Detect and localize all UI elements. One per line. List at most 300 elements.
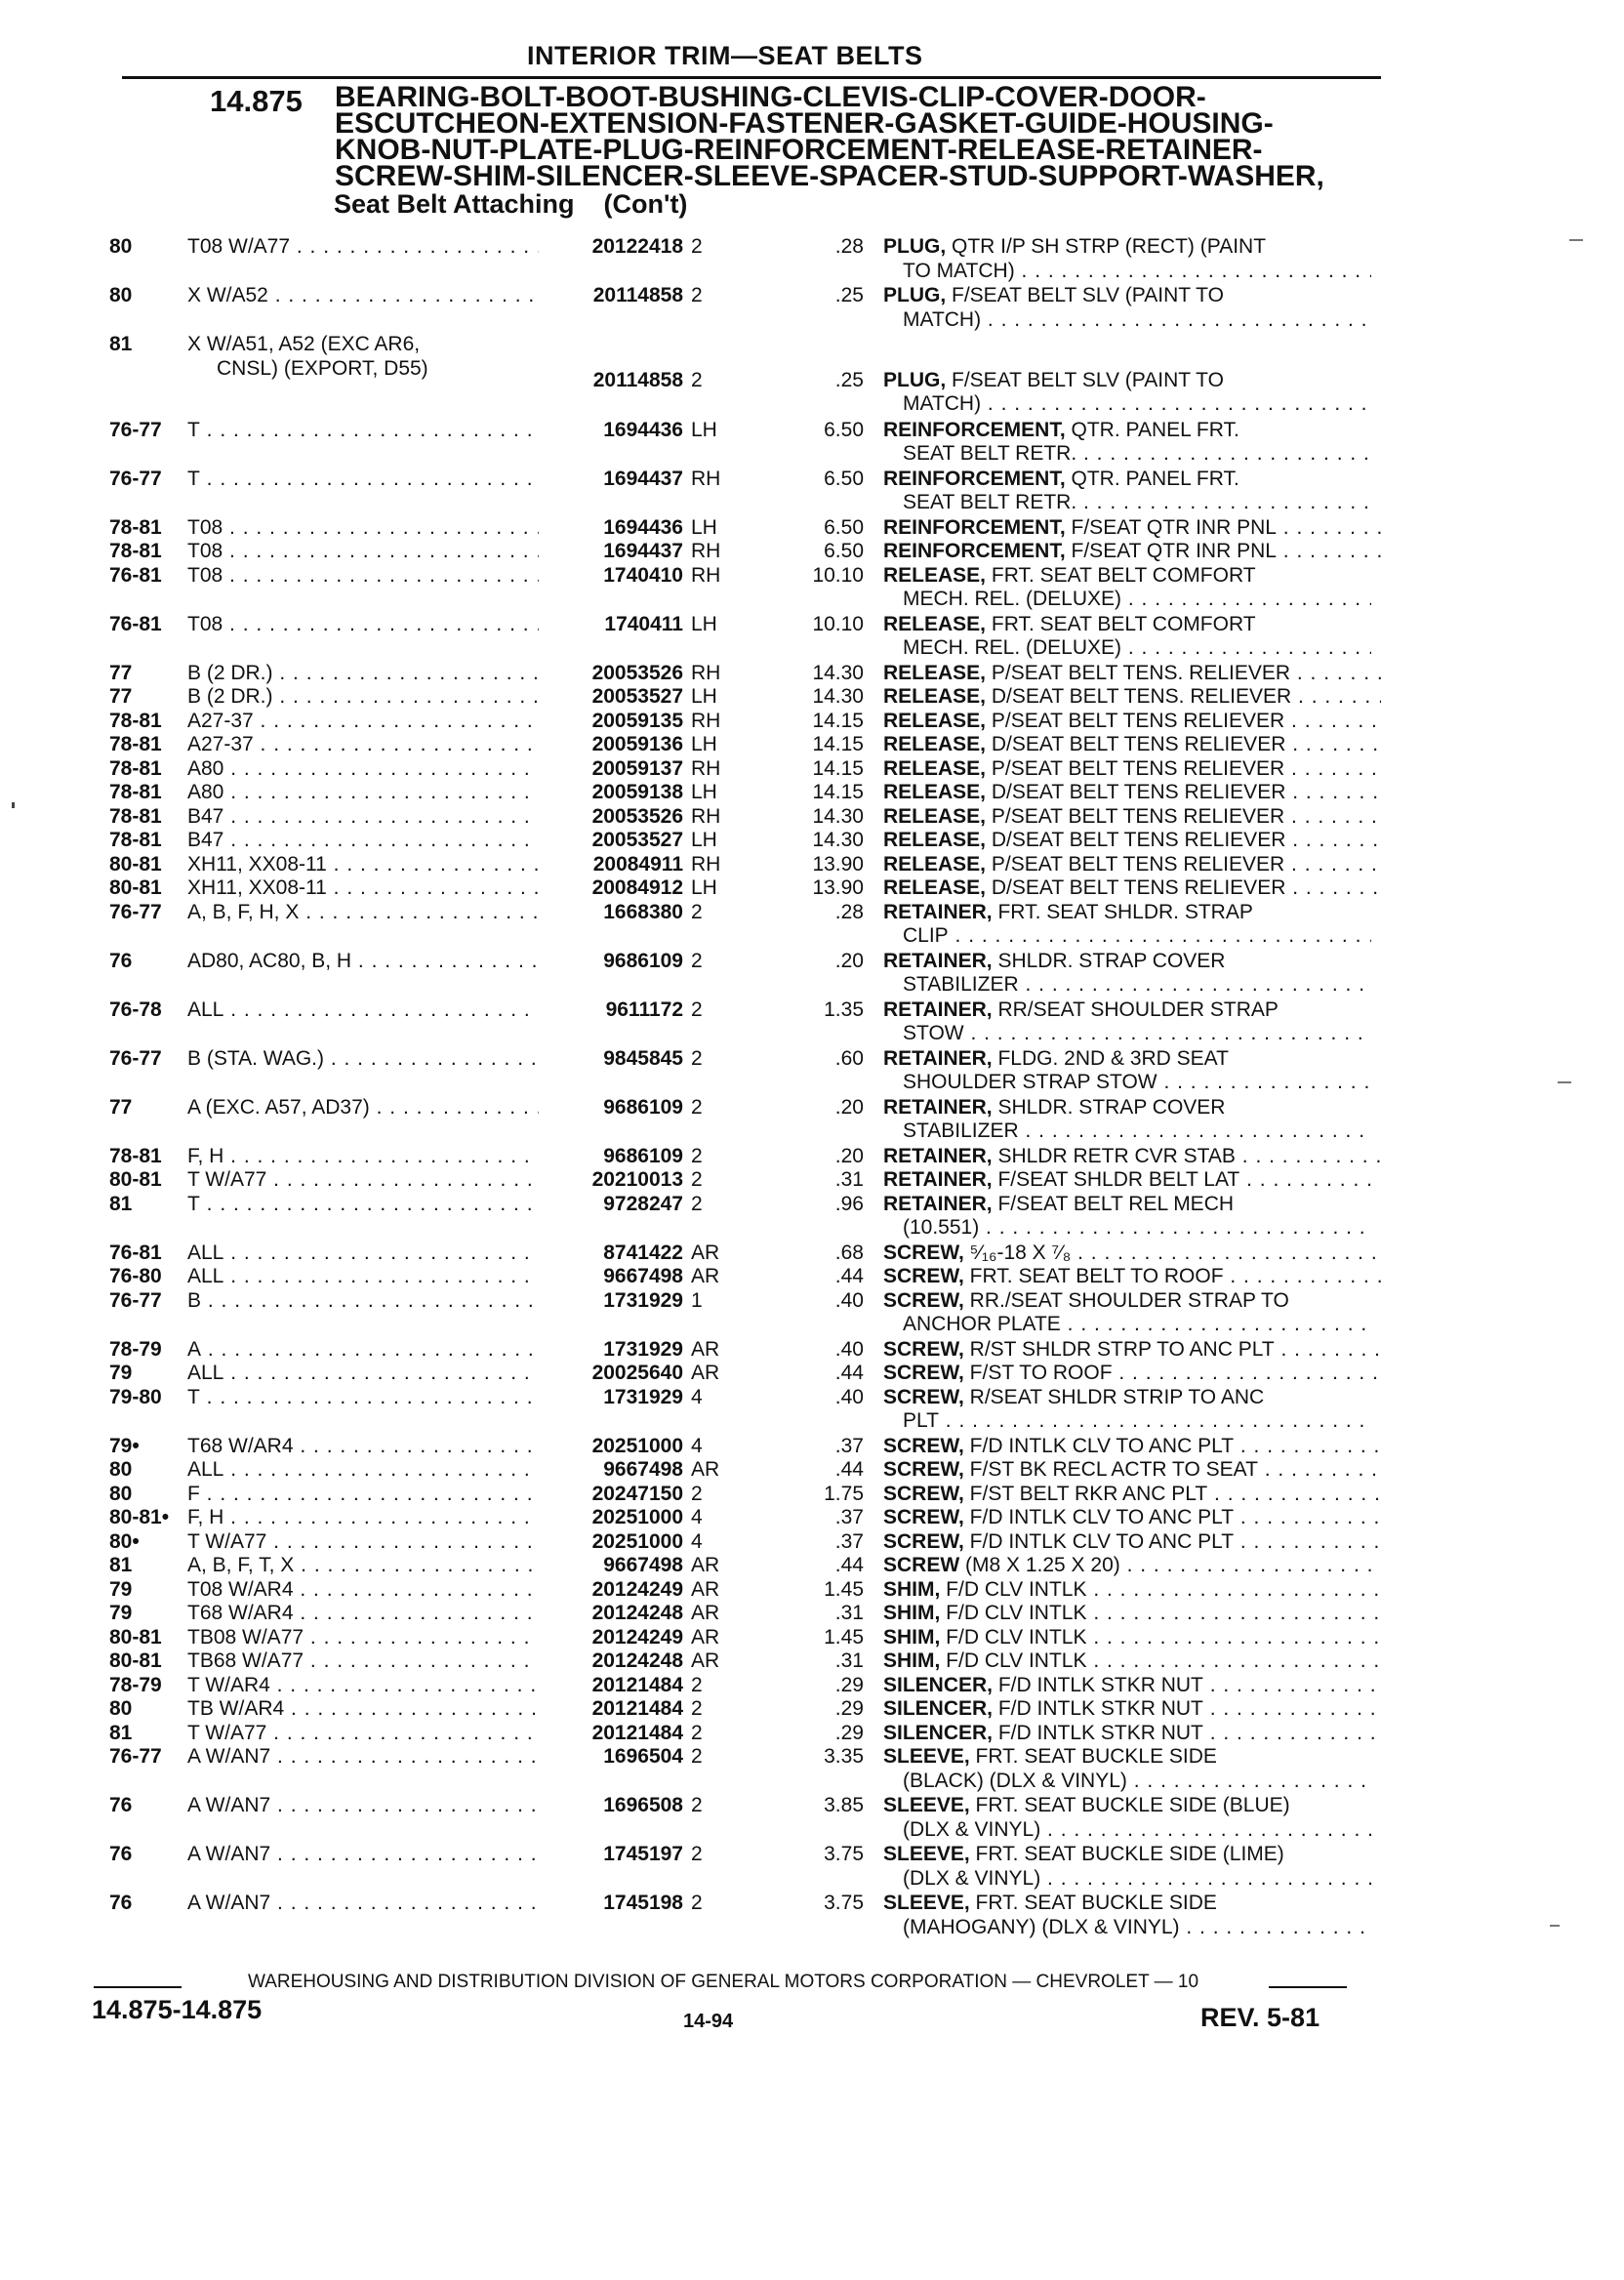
price-cell: .44 (834, 1265, 864, 1288)
year-cell: 79• (109, 1434, 140, 1457)
part-name: SHIM, (883, 1602, 941, 1625)
part-name: RELEASE, (883, 563, 987, 587)
part-name: REINFORCEMENT, (883, 418, 1066, 441)
price-cell: 6.50 (824, 418, 864, 441)
part-name: PLUG, (883, 235, 947, 258)
table-row (0, 234, 1624, 282)
part-detail: F/SEAT SHLDR BELT LAT (992, 1168, 1240, 1192)
price-cell: 6.50 (824, 515, 864, 539)
description-cont: TO MATCH) . . . (903, 259, 1371, 284)
part-detail: QTR I/P SH STRP (RECT) (PAINT (946, 235, 1267, 258)
part-number-cell: 20121484 (591, 1697, 683, 1721)
model-cell: T08 W/AR4 . . . (187, 1577, 539, 1603)
part-detail: RR./SEAT SHOULDER STRAP TO (963, 1288, 1289, 1312)
quantity-cell: LH (691, 829, 717, 852)
year-cell: 78-81 (109, 709, 162, 732)
part-detail: F/D INTLK CLV TO ANC PLT (963, 1529, 1235, 1553)
model-cell: TB W/AR4 . . . (187, 1696, 539, 1722)
part-name: RELEASE, (883, 709, 987, 732)
description-cont: STABILIZER . . . (903, 972, 1371, 998)
part-number-cell: 9667498 (603, 1265, 683, 1288)
model-cell: B47 . . . (187, 828, 539, 853)
description-cell (883, 875, 1381, 901)
price-cell: 1.35 (824, 998, 864, 1021)
model-cell: XH11, XX08-11 . . . (187, 852, 539, 877)
quantity-cell: LH (691, 515, 717, 539)
description-cont: MECH. REL. (DELUXE) . . . (903, 635, 1371, 661)
part-detail: P/SEAT BELT TENS. RELIEVER (986, 661, 1291, 684)
quantity-cell: RH (691, 756, 721, 780)
footer-revision: REV. 5-81 (1200, 2003, 1320, 2032)
part-detail: R/SEAT SHLDR STRIP TO ANC (963, 1385, 1265, 1408)
part-number-cell: 9686109 (603, 949, 683, 972)
quantity-cell: 2 (691, 1794, 703, 1817)
year-cell: 78-81 (109, 1144, 162, 1167)
part-name: SCREW (883, 1554, 960, 1577)
quantity-cell: 2 (691, 1482, 703, 1505)
description-cell (883, 949, 1381, 974)
model-cell: A80 . . . (187, 780, 539, 805)
description-cell (883, 368, 1381, 393)
part-number-cell: 1696508 (603, 1794, 683, 1817)
part-name: PLUG, (883, 368, 947, 391)
table-row (0, 1529, 1624, 1555)
part-detail: QTR. PANEL FRT. (1065, 418, 1239, 441)
description-cont: STOW . . . (903, 1021, 1371, 1046)
year-cell: 76-80 (109, 1265, 162, 1288)
part-number-cell: 20251000 (591, 1434, 683, 1457)
part-detail: R/ST SHLDR STRP TO ANC PLT (963, 1337, 1275, 1361)
year-cell: 78-81 (109, 540, 162, 563)
quantity-cell: AR (691, 1241, 720, 1264)
model-cell: A27-37 . . . (187, 732, 539, 757)
table-row (0, 1241, 1624, 1266)
quantity-cell: 2 (691, 1673, 703, 1696)
year-cell: 80-81 (109, 876, 162, 900)
quantity-cell: RH (691, 709, 721, 732)
quantity-cell: 2 (691, 1144, 703, 1167)
part-detail: D/SEAT BELT TENS. RELIEVER (986, 685, 1292, 709)
table-row (0, 1167, 1624, 1193)
part-number-cell: 9686109 (603, 1144, 683, 1167)
year-cell: 77 (109, 1095, 133, 1119)
part-name: RETAINER, (883, 1192, 993, 1215)
part-name: SLEEVE, (883, 1843, 970, 1866)
part-detail: F/ST BELT RKR ANC PLT (963, 1482, 1208, 1505)
table-row (0, 1264, 1624, 1289)
quantity-cell: 2 (691, 284, 703, 306)
part-name: RELEASE, (883, 685, 987, 709)
description-cell (883, 780, 1381, 805)
model-cell: T W/A77 . . . (187, 1721, 539, 1746)
part-detail: F/SEAT QTR INR PNL (1065, 515, 1277, 539)
part-name: SCREW, (883, 1385, 964, 1408)
group-title-line: ESCUTCHEON-EXTENSION-FASTENER-GASKET-GUIDE-HOUSING- (335, 107, 1274, 140)
price-cell: .20 (834, 1144, 864, 1167)
year-cell: 78-81 (109, 781, 162, 804)
part-number-cell: 9686109 (603, 1095, 683, 1119)
quantity-cell: 2 (691, 900, 703, 923)
year-cell: 77 (109, 685, 133, 709)
description-cont: (DLX & VINYL) . . . (903, 1817, 1371, 1843)
year-cell: 80-81 (109, 1649, 162, 1673)
table-row (0, 900, 1624, 948)
year-cell: 80• (109, 1529, 140, 1553)
model-cell: T68 W/AR4 . . . (187, 1601, 539, 1626)
model-cell: X W/A52 . . . (187, 283, 539, 308)
description-cell (883, 1046, 1381, 1072)
description-cell (883, 234, 1381, 260)
table-row (0, 1721, 1624, 1746)
model-cell: TB08 W/A77 . . . (187, 1625, 539, 1650)
price-cell: .60 (834, 1046, 864, 1070)
part-name: RELEASE, (883, 612, 987, 635)
part-name: SCREW, (883, 1241, 964, 1264)
quantity-cell: LH (691, 733, 717, 756)
description-cell (883, 1553, 1381, 1578)
quantity-cell: AR (691, 1577, 720, 1601)
part-name: REINFORCEMENT, (883, 515, 1066, 539)
price-cell: .37 (834, 1434, 864, 1457)
price-cell: 13.90 (812, 876, 864, 900)
table-row (0, 1385, 1624, 1433)
part-detail: SHLDR. STRAP COVER (992, 949, 1226, 972)
table-row (0, 804, 1624, 830)
description-cont: ANCHOR PLATE . . . (903, 1312, 1371, 1337)
quantity-cell: 2 (691, 1046, 703, 1070)
table-row (0, 1482, 1624, 1507)
description-cell (883, 998, 1381, 1023)
part-detail: FRT. SEAT BELT COMFORT (986, 563, 1256, 587)
year-cell: 76-78 (109, 998, 162, 1021)
table-row (0, 732, 1624, 757)
part-number-cell: 20121484 (591, 1673, 683, 1696)
part-number-cell: 20251000 (591, 1529, 683, 1553)
year-cell: 80-81 (109, 852, 162, 875)
price-cell: 14.15 (812, 781, 864, 804)
description-cell (883, 515, 1381, 541)
quantity-cell: 2 (691, 1721, 703, 1744)
table-row (0, 332, 1624, 416)
part-name: SCREW, (883, 1337, 964, 1361)
model-cell: ALL . . . (187, 1457, 539, 1483)
table-row (0, 1577, 1624, 1603)
description-cell (883, 283, 1381, 308)
price-cell: 14.15 (812, 733, 864, 756)
table-row (0, 1744, 1624, 1792)
model-cell: T08 W/A77 . . . (187, 234, 539, 260)
price-cell: 14.30 (812, 661, 864, 684)
year-cell: 76-77 (109, 1046, 162, 1070)
year-cell: 81 (109, 1554, 133, 1577)
year-cell: 79 (109, 1362, 133, 1385)
part-detail: (M8 X 1.25 X 20) (959, 1554, 1120, 1577)
model-cell: A, B, F, T, X . . . (187, 1553, 539, 1578)
part-detail: SHLDR RETR CVR STAB (992, 1144, 1236, 1167)
year-cell: 80 (109, 1697, 133, 1721)
price-cell: .40 (834, 1337, 864, 1361)
description-cont: CLIP . . . (903, 923, 1371, 949)
part-detail: P/SEAT BELT TENS RELIEVER (986, 804, 1285, 828)
year-cell: 76-77 (109, 1288, 162, 1312)
year-cell: 79-80 (109, 1385, 162, 1408)
part-name: REINFORCEMENT, (883, 467, 1066, 490)
part-detail: F/ST TO ROOF (963, 1362, 1113, 1385)
price-cell: .40 (834, 1288, 864, 1312)
part-number-cell: 9728247 (603, 1192, 683, 1215)
model-cell: ALL . . . (187, 1264, 539, 1289)
price-cell: 6.50 (824, 467, 864, 490)
model-cell: ALL . . . (187, 1241, 539, 1266)
price-cell: 14.30 (812, 685, 864, 709)
price-cell: .44 (834, 1362, 864, 1385)
quantity-cell: 2 (691, 1892, 703, 1915)
description-cont: MATCH) . . . (903, 307, 1371, 333)
model-cell: B (2 DR.) . . . (187, 684, 539, 710)
year-cell: 77 (109, 661, 133, 684)
part-number-cell: 1731929 (603, 1385, 683, 1408)
description-cell (883, 1241, 1381, 1266)
part-number-cell: 20114858 (592, 284, 683, 306)
part-name: RETAINER, (883, 1168, 993, 1192)
quantity-cell: LH (691, 781, 717, 804)
model-cell: TB68 W/A77 . . . (187, 1649, 539, 1674)
description-cell (883, 1167, 1381, 1193)
group-title-line: SCREW-SHIM-SILENCER-SLEEVE-SPACER-STUD-SUPPORT-WASHER, (335, 160, 1324, 192)
price-cell: .44 (834, 1554, 864, 1577)
part-name: SCREW, (883, 1506, 964, 1529)
quantity-cell: 2 (691, 949, 703, 972)
year-cell: 78-81 (109, 804, 162, 828)
part-name: SCREW, (883, 1529, 964, 1553)
margin-mark (1569, 239, 1583, 241)
quantity-cell: 4 (691, 1529, 703, 1553)
description-cont: (MAHOGANY) (DLX & VINYL) . . . (903, 1915, 1371, 1940)
part-number-cell: 20124248 (591, 1649, 683, 1673)
part-number-cell: 1731929 (603, 1337, 683, 1361)
table-row (0, 1434, 1624, 1459)
year-cell: 76 (109, 1843, 133, 1866)
table-row (0, 661, 1624, 686)
description-cell (883, 804, 1381, 830)
part-name: RETAINER, (883, 998, 993, 1021)
part-number-cell: 20210013 (591, 1168, 683, 1192)
part-name: REINFORCEMENT, (883, 540, 1066, 563)
description-cont: SEAT BELT RETR. . . . (903, 441, 1371, 467)
year-cell: 80-81• (109, 1506, 170, 1529)
model-cell: T08 . . . (187, 539, 539, 564)
part-detail: F/D CLV INTLK (940, 1602, 1087, 1625)
description-cell (883, 1601, 1381, 1626)
part-detail: D/SEAT BELT TENS RELIEVER (986, 829, 1286, 852)
description-cont: STABILIZER . . . (903, 1119, 1371, 1144)
part-detail: FRT. SEAT BUCKLE SIDE (969, 1745, 1217, 1769)
quantity-cell: 2 (691, 1095, 703, 1119)
model-cell: T08 . . . (187, 515, 539, 541)
price-cell: .44 (834, 1458, 864, 1482)
part-name: SCREW, (883, 1288, 964, 1312)
margin-mark (1550, 1925, 1560, 1927)
model-cell: T W/AR4 . . . (187, 1673, 539, 1698)
model-cell: T08 . . . (187, 563, 539, 589)
quantity-cell: RH (691, 563, 721, 587)
table-row (0, 1505, 1624, 1530)
part-detail: F/SEAT QTR INR PNL (1065, 540, 1277, 563)
model-cell: AD80, AC80, B, H . . . (187, 949, 539, 974)
part-detail: FRT. SEAT SHLDR. STRAP (992, 900, 1253, 923)
part-number-cell: 20114858 (592, 368, 683, 391)
part-number-cell: 20124248 (591, 1602, 683, 1625)
table-row (0, 1793, 1624, 1841)
part-detail: RR/SEAT SHOULDER STRAP (992, 998, 1279, 1021)
part-name: SCREW, (883, 1458, 964, 1482)
part-number-cell: 20053527 (591, 829, 683, 852)
description-cell (883, 1842, 1381, 1867)
model-cell: T08 . . . (187, 612, 539, 637)
quantity-cell: RH (691, 661, 721, 684)
model-cell: T W/A77 . . . (187, 1167, 539, 1193)
description-cell (883, 1625, 1381, 1650)
price-cell: 14.30 (812, 829, 864, 852)
description-cell (883, 732, 1381, 757)
description-cell (883, 1337, 1381, 1363)
part-number-cell: 9611172 (605, 998, 683, 1021)
table-row (0, 1625, 1624, 1650)
table-row (0, 949, 1624, 997)
part-detail: F/D INTLK STKR NUT (993, 1721, 1203, 1744)
price-cell: 13.90 (812, 852, 864, 875)
part-name: RETAINER, (883, 949, 993, 972)
price-cell: .37 (834, 1529, 864, 1553)
price-cell: 3.75 (824, 1892, 864, 1915)
part-name: SLEEVE, (883, 1745, 970, 1769)
part-name: SILENCER, (883, 1721, 994, 1744)
price-cell: 3.75 (824, 1843, 864, 1866)
model-cell: T . . . (187, 1385, 539, 1410)
margin-mark (1558, 1081, 1571, 1083)
description-cell (883, 828, 1381, 853)
part-detail: F/D CLV INTLK (940, 1577, 1087, 1601)
part-detail: F/D INTLK STKR NUT (993, 1673, 1203, 1696)
part-detail: F/ST BK RECL ACTR TO SEAT (963, 1458, 1258, 1482)
part-number-cell: 9667498 (603, 1458, 683, 1482)
quantity-cell: 2 (691, 1192, 703, 1215)
year-cell: 80-81 (109, 1168, 162, 1192)
price-cell: .68 (834, 1241, 864, 1264)
quantity-cell: 1 (691, 1288, 703, 1312)
year-cell: 78-79 (109, 1337, 162, 1361)
description-cell (883, 1673, 1381, 1698)
part-number-cell: 20084911 (592, 852, 683, 875)
part-name: RELEASE, (883, 781, 987, 804)
price-cell: .25 (834, 284, 864, 306)
price-cell: 14.15 (812, 709, 864, 732)
description-cell (883, 661, 1381, 686)
part-detail: F/SEAT BELT SLV (PAINT TO (946, 284, 1224, 306)
price-cell: .31 (834, 1649, 864, 1673)
year-cell: 79 (109, 1602, 133, 1625)
table-row (0, 1046, 1624, 1094)
group-title-line: KNOB-NUT-PLATE-PLUG-REINFORCEMENT-RELEASE-RETAINER- (335, 134, 1263, 166)
year-cell: 76-81 (109, 1241, 162, 1264)
part-name: RELEASE, (883, 876, 987, 900)
quantity-cell: 4 (691, 1506, 703, 1529)
table-row (0, 852, 1624, 877)
description-cell (883, 539, 1381, 564)
subtitle-cont: (Con't) (603, 189, 688, 219)
part-number-cell: 20059137 (591, 756, 683, 780)
table-row (0, 1842, 1624, 1890)
price-cell: .29 (834, 1721, 864, 1744)
description-cell (883, 756, 1381, 782)
description-cell (883, 1095, 1381, 1120)
description-cont: SEAT BELT RETR. . . . (903, 490, 1371, 515)
year-cell: 78-81 (109, 515, 162, 539)
model-cell: F, H . . . (187, 1144, 539, 1169)
table-row (0, 684, 1624, 710)
part-number-cell: 1740411 (604, 612, 683, 635)
part-name: SLEEVE, (883, 1892, 970, 1915)
year-cell: 76-77 (109, 1745, 162, 1769)
part-detail: FRT. SEAT BUCKLE SIDE (LIME) (969, 1843, 1284, 1866)
footer-page-number: 14-94 (683, 2011, 734, 2032)
part-detail: P/SEAT BELT TENS RELIEVER (986, 852, 1285, 875)
year-cell: 78-79 (109, 1673, 162, 1696)
part-name: RETAINER, (883, 1095, 993, 1119)
part-detail: F/D CLV INTLK (940, 1625, 1087, 1649)
year-cell: 80-81 (109, 1625, 162, 1649)
quantity-cell: 2 (691, 1843, 703, 1866)
part-detail: F/SEAT BELT SLV (PAINT TO (946, 368, 1224, 391)
table-row (0, 515, 1624, 541)
model-cell: T . . . (187, 418, 539, 443)
table-row (0, 1457, 1624, 1483)
table-row (0, 418, 1624, 466)
part-number-cell: 20053526 (591, 804, 683, 828)
description-cont: MECH. REL. (DELUXE) . . . (903, 587, 1371, 612)
year-cell: 78-81 (109, 829, 162, 852)
part-detail: F/D INTLK STKR NUT (993, 1697, 1203, 1721)
quantity-cell: 2 (691, 998, 703, 1021)
part-detail: ⁵⁄₁₆-18 X ⁷⁄₈ (963, 1241, 1072, 1264)
part-number-cell: 1694436 (603, 515, 683, 539)
table-row (0, 756, 1624, 782)
part-name: SCREW, (883, 1265, 964, 1288)
part-detail: FLDG. 2ND & 3RD SEAT (992, 1046, 1229, 1070)
part-name: SHIM, (883, 1625, 941, 1649)
price-cell: 1.45 (824, 1625, 864, 1649)
year-cell: 76-77 (109, 467, 162, 490)
part-name: SCREW, (883, 1482, 964, 1505)
model-cell-cont: CNSL) (EXPORT, D55) (217, 356, 428, 380)
description-cell (883, 1385, 1381, 1410)
part-number-cell: 1694437 (603, 540, 683, 563)
part-number-cell: 20124249 (591, 1577, 683, 1601)
table-row (0, 1696, 1624, 1722)
table-row (0, 998, 1624, 1045)
table-row (0, 539, 1624, 564)
model-cell: A W/AN7 . . . (187, 1793, 539, 1818)
description-cell (883, 1577, 1381, 1603)
part-number-cell: 1694437 (603, 467, 683, 490)
margin-dot (12, 802, 15, 808)
page-title: INTERIOR TRIM—SEAT BELTS (527, 41, 923, 70)
footer-division-text: WAREHOUSING AND DISTRIBUTION DIVISION OF GENERAL MOTORS CORPORATION — CHEVROLET — 10 (247, 1972, 1199, 1992)
part-number-cell: 20121484 (591, 1721, 683, 1744)
model-cell: B47 . . . (187, 804, 539, 830)
part-name: RELEASE, (883, 733, 987, 756)
part-detail: F/SEAT BELT REL MECH (992, 1192, 1235, 1215)
